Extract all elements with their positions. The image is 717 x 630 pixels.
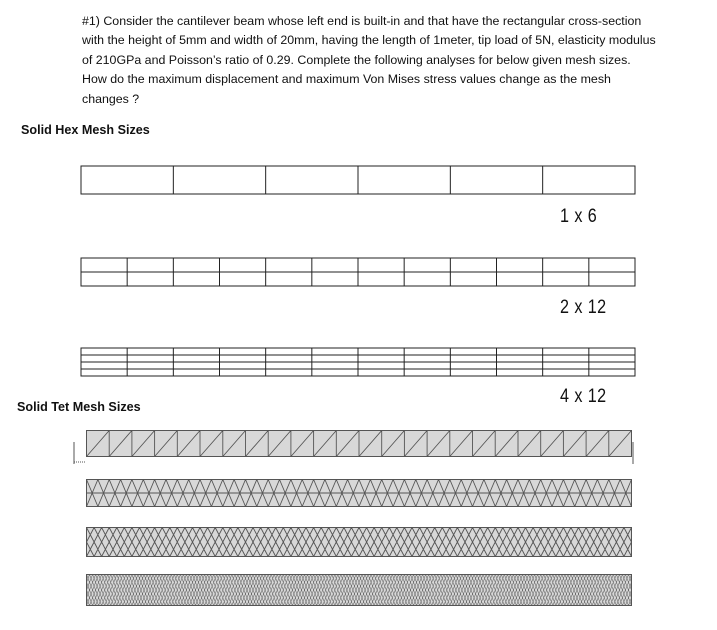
question-text: #1) Consider the cantilever beam whose left end is built-in and that have the rectangular cross-section with the height of 5mm and width of 20mm, having the length of 1meter, tip load of 5N, elasticity modulus of 210GPa and Poisson’s ratio of 0.29. Complete the following analyses for below given mesh sizes. How do the maximum displacement and maximum Von Mises stress values change as the mesh changes ? bbox=[82, 14, 656, 106]
tip-marks bbox=[630, 442, 638, 466]
hex-mesh-label-4x12: 4 x 12 bbox=[560, 386, 607, 407]
fixed-support-marks bbox=[72, 442, 88, 466]
tet-mesh-medium bbox=[86, 479, 632, 507]
hex-mesh-label-1x6: 1 x 6 bbox=[560, 206, 598, 227]
tet-mesh-fine bbox=[86, 527, 632, 557]
hex-mesh-2x12 bbox=[80, 257, 636, 287]
tet-mesh-very-fine bbox=[86, 574, 632, 606]
hex-mesh-heading: Solid Hex Mesh Sizes bbox=[21, 123, 150, 137]
hex-mesh-1x6 bbox=[80, 165, 636, 195]
hex-mesh-label-2x12: 2 x 12 bbox=[560, 297, 607, 318]
tet-mesh-heading: Solid Tet Mesh Sizes bbox=[17, 400, 141, 414]
tet-mesh-coarse bbox=[86, 430, 632, 457]
hex-mesh-4x12 bbox=[80, 347, 636, 377]
